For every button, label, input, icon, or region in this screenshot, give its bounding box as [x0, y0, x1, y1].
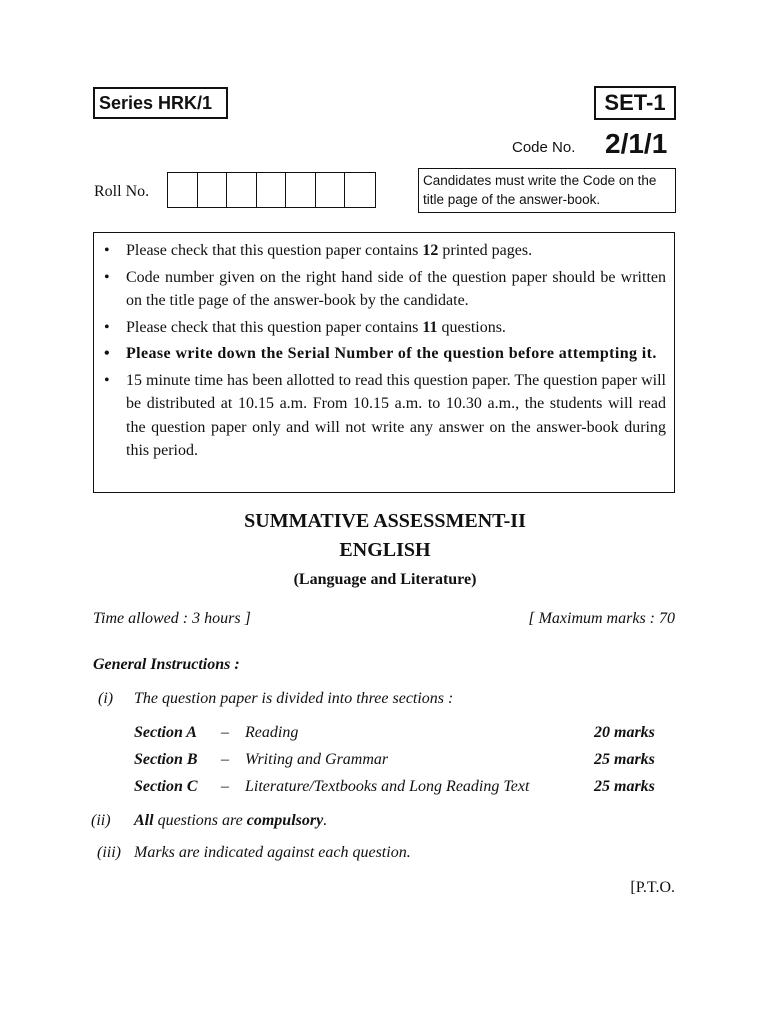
notice-question-count: 11 [422, 318, 438, 336]
section-dash: – [221, 724, 229, 741]
section-marks: 25 marks [594, 751, 655, 768]
roll-number-cell[interactable] [286, 173, 316, 207]
notice-page-count: 12 [422, 242, 439, 259]
section-dash: – [221, 778, 229, 795]
section-marks: 25 marks [594, 778, 655, 795]
notice-list [100, 239, 666, 463]
exam-title: SUMMATIVE ASSESSMENT-II [244, 510, 526, 532]
roll-number-boxes[interactable] [167, 172, 376, 208]
roll-number-cell[interactable] [227, 173, 257, 207]
maximum-marks: [ Maximum marks : 70 [528, 610, 675, 627]
roll-number-cell[interactable] [316, 173, 346, 207]
section-marks: 20 marks [594, 724, 655, 741]
section-title: Reading [245, 724, 299, 741]
bullet: • [104, 242, 110, 259]
roll-number-cell[interactable] [345, 173, 375, 207]
roll-number-cell[interactable] [168, 173, 198, 207]
notice-text: Code number given on the right hand side of the question paper should be written on the title page of the answer-book by the candidate. [126, 268, 666, 309]
instruction-text: Marks are indicated against each question. [134, 844, 411, 861]
notice-item [100, 342, 666, 366]
instruction-number: (ii) [91, 812, 111, 829]
section-title: Literature/Textbooks and Long Reading Text [245, 778, 530, 795]
bullet: • [104, 345, 111, 362]
notice-item [100, 369, 666, 463]
series-label: Series HRK/1 [93, 87, 228, 119]
section-dash: – [221, 751, 229, 768]
instruction-emphasis: All [134, 812, 154, 829]
notice-text: Please check that this question paper contains [126, 318, 423, 336]
bullet: • [104, 268, 110, 286]
bullet: • [104, 318, 110, 336]
candidates-note: Candidates must write the Code on the title page of the answer-book. [418, 168, 676, 213]
section-title: Writing and Grammar [245, 751, 389, 768]
notice-text: 15 minute time has been allotted to read this question paper. The question paper will be distributed at 10.15 a.m. From 10.15 a.m. to 10.30 a.m., the students will read the question paper only and will not write any answer on the answer-book during this period. [126, 371, 666, 459]
instruction-text [134, 812, 327, 830]
subject-title: ENGLISH [339, 539, 431, 561]
time-allowed: Time allowed : 3 hours ] [93, 610, 251, 627]
notice-item [100, 239, 666, 263]
notice-text: Please check that this question paper contains [126, 242, 423, 259]
instruction-text-part: . [323, 812, 328, 829]
instructions-heading: General Instructions : [93, 656, 240, 673]
notice-item [100, 266, 666, 313]
bullet: • [104, 371, 110, 389]
instruction-text: The question paper is divided into three sections : [134, 690, 454, 707]
instruction-emphasis: compulsory [246, 812, 324, 829]
instruction-text-part: questions are [153, 812, 247, 829]
instruction-number: (i) [98, 690, 114, 707]
roll-number-cell[interactable] [257, 173, 287, 207]
instruction-number: (iii) [97, 844, 121, 861]
please-turn-over: [P.T.O. [630, 879, 675, 896]
notice-text: questions. [437, 318, 506, 336]
roll-number-cell[interactable] [198, 173, 228, 207]
section-name: Section B [134, 751, 198, 768]
subject-subtitle: (Language and Literature) [293, 571, 477, 588]
roll-number-label: Roll No. [94, 183, 150, 200]
code-label: Code No. [512, 139, 576, 156]
section-name: Section A [134, 724, 197, 741]
code-value: 2/1/1 [605, 128, 668, 159]
set-label: SET-1 [594, 86, 676, 120]
section-name: Section C [134, 778, 198, 795]
notice-item [100, 316, 666, 340]
notice-box [93, 232, 675, 493]
notice-text: Please write down the Serial Number of the question before attempting it. [126, 345, 657, 362]
notice-text: printed pages. [438, 242, 533, 259]
